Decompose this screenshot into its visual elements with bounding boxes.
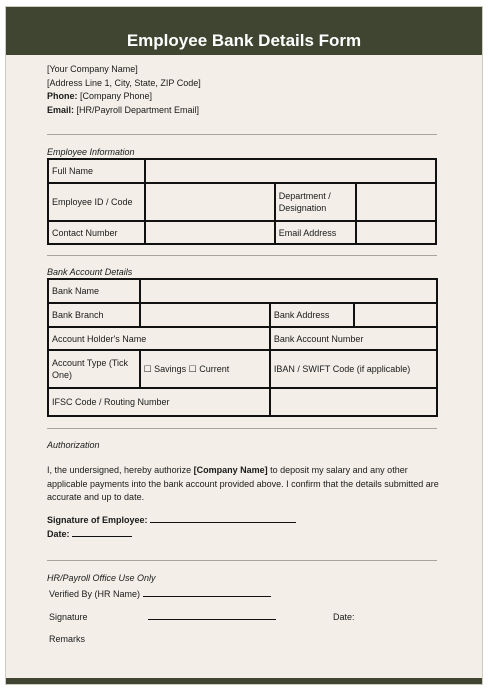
bank-details-title: Bank Account Details [47, 267, 133, 277]
authorization-company: [Company Name] [193, 465, 268, 475]
phone-value: [Company Phone] [77, 91, 153, 101]
employee-date-line[interactable] [72, 529, 132, 537]
verified-by-label: Verified By (HR Name) [49, 589, 141, 599]
divider [47, 255, 437, 256]
bank-branch-field[interactable] [140, 303, 270, 327]
employee-id-field[interactable] [145, 183, 275, 221]
bank-address-field[interactable] [354, 303, 437, 327]
authorization-text [47, 464, 442, 505]
bank-branch-label: Bank Branch [48, 303, 140, 327]
verified-by-line[interactable] [143, 589, 271, 597]
company-address: [Address Line 1, City, State, ZIP Code] [47, 77, 201, 88]
divider [47, 428, 437, 429]
authorization-title: Authorization [47, 440, 100, 450]
divider [47, 134, 437, 135]
iban-label: IBAN / SWIFT Code (if applicable) [270, 350, 437, 388]
contact-number-field[interactable] [145, 221, 275, 244]
office-signature-line[interactable] [148, 612, 276, 620]
bank-details-table [47, 278, 438, 417]
full-name-field[interactable] [145, 159, 436, 183]
employee-signature-row [47, 515, 296, 525]
department-label: Department / Designation [275, 183, 356, 221]
company-info [47, 63, 201, 117]
bottom-bar [6, 678, 482, 684]
bank-name-label: Bank Name [48, 279, 140, 303]
divider [47, 560, 437, 561]
contact-number-label: Contact Number [48, 221, 145, 244]
email-label: Email: [47, 104, 75, 115]
employee-id-label: Employee ID / Code [48, 183, 145, 221]
account-type-options[interactable]: ☐ Savings ☐ Current [140, 350, 270, 388]
employee-signature-label: Signature of Employee: [47, 515, 148, 525]
account-type-label: Account Type (Tick One) [48, 350, 140, 388]
verified-by-row [49, 589, 271, 599]
company-email [47, 104, 201, 118]
authorization-text-before: I, the undersigned, hereby authorize [47, 465, 194, 475]
remarks-label: Remarks [49, 634, 86, 644]
email-value: [HR/Payroll Department Email] [74, 104, 200, 115]
department-field[interactable] [356, 183, 437, 221]
form-title: Employee Bank Details Form [6, 7, 482, 55]
bank-address-label: Bank Address [270, 303, 354, 327]
company-name: [Your Company Name] [47, 64, 138, 74]
employee-info-title: Employee Information [47, 147, 135, 157]
holder-name-label: Account Holder's Name [48, 327, 270, 350]
ifsc-field[interactable] [270, 388, 437, 416]
bank-name-field[interactable] [140, 279, 437, 303]
employee-info-table [47, 158, 437, 245]
authorization-text-after: to deposit my salary and any other applicable payments into the bank account provided above. I confirm that the details submitted are accurate and up to date. [47, 465, 439, 502]
email-address-label: Email Address [275, 221, 356, 244]
employee-signature-line[interactable] [150, 515, 296, 523]
company-phone [47, 90, 201, 104]
form-page [5, 6, 483, 685]
account-number-label: Bank Account Number [270, 327, 437, 350]
office-signature-row [148, 612, 276, 622]
full-name-label: Full Name [48, 159, 145, 183]
employee-date-label: Date: [47, 529, 70, 539]
office-signature-label: Signature [49, 612, 88, 622]
office-use-title: HR/Payroll Office Use Only [47, 573, 156, 583]
employee-date-row [47, 529, 132, 539]
ifsc-label: IFSC Code / Routing Number [48, 388, 270, 416]
office-date-label: Date: [333, 612, 355, 622]
email-address-field[interactable] [356, 221, 437, 244]
phone-label: Phone: [47, 91, 78, 101]
